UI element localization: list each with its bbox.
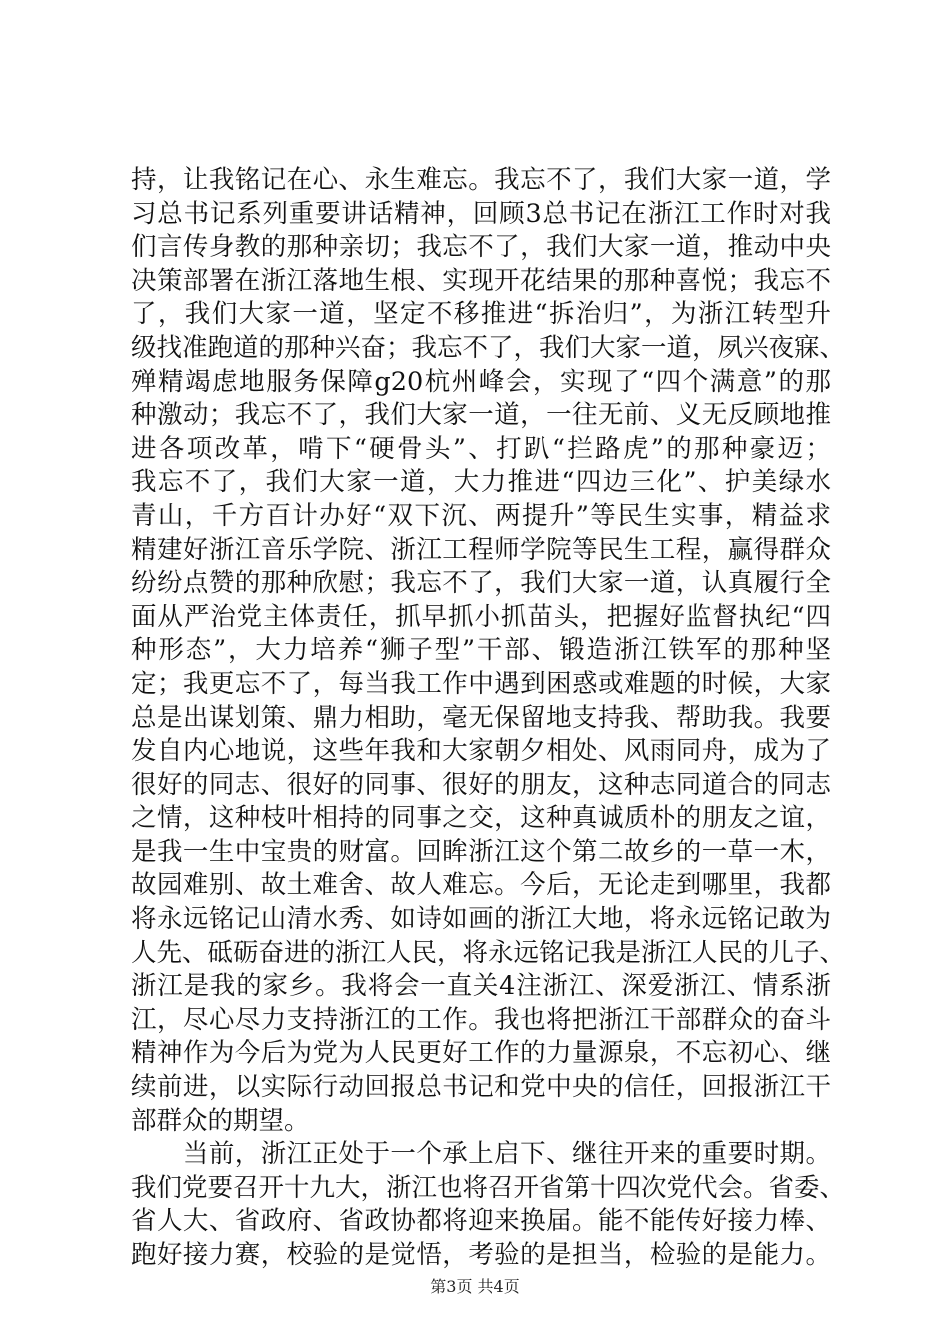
text-line: 部群众的期望。 [131,1105,310,1136]
text-line: 种激动；我忘不了，我们大家一道，一往无前、义无反顾地推 [131,400,831,431]
text-line: 浙江是我的家乡。我将会一直关4注浙江、深爱浙江、情系浙 [131,971,831,1002]
text-line: 定；我更忘不了，每当我工作中遇到困惑或难题的时候，大家 [131,668,831,699]
text-line: 省人大、省政府、省政协都将迎来换届。能不能传好接力棒、 [131,1206,831,1237]
text-line: 纷纷点赞的那种欣慰；我忘不了，我们大家一道，认真履行全 [131,568,831,599]
text-line: 我忘不了，我们大家一道，大力推进“四边三化”、护美绿水 [131,467,831,498]
text-line: 是我一生中宝贵的财富。回眸浙江这个第二故乡的一草一木， [131,836,831,867]
text-line: 续前进，以实际行动回报总书记和党中央的信任，回报浙江干 [131,1072,831,1103]
text-line: 总是出谋划策、鼎力相助，毫无保留地支持我、帮助我。我要 [131,702,831,733]
text-line: 青山，千方百计办好“双下沉、两提升”等民生实事，精益求 [131,500,831,531]
text-line: 们言传身教的那种亲切；我忘不了，我们大家一道，推动中央 [131,232,831,263]
text-line: 当前，浙江正处于一个承上启下、继往开来的重要时期。 [131,1139,831,1170]
text-line: 故园难别、故土难舍、故人难忘。今后，无论走到哪里，我都 [131,870,831,901]
text-line: 我们党要召开十九大，浙江也将召开省第十四次党代会。省委、 [131,1172,846,1203]
text-line: 发自内心地说，这些年我和大家朝夕相处、风雨同舟，成为了 [131,736,831,767]
text-line: 决策部署在浙江落地生根、实现开花结果的那种喜悦；我忘不 [131,265,831,296]
body-text [131,164,846,1273]
text-line: 种形态”，大力培养“狮子型”干部、锻造浙江铁军的那种坚 [131,635,831,666]
text-line: 习总书记系列重要讲话精神，回顾3总书记在浙江工作时对我 [131,198,831,229]
text-line: 面从严治党主体责任，抓早抓小抓苗头，把握好监督执纪“四 [131,601,831,632]
text-line: 殚精竭虑地服务保障g20杭州峰会，实现了“四个满意”的那 [131,366,831,397]
text-line: 级找准跑道的那种兴奋；我忘不了，我们大家一道，夙兴夜寐、 [131,332,846,363]
text-line: 了，我们大家一道，坚定不移推进“拆治归”，为浙江转型升 [131,299,831,330]
text-line: 跑好接力赛，校验的是觉悟，考验的是担当，检验的是能力。 [131,1240,831,1270]
text-line: 很好的同志、很好的同事、很好的朋友，这种志同道合的同志 [131,769,831,800]
text-line: 江，尽心尽力支持浙江的工作。我也将把浙江干部群众的奋斗 [131,1004,831,1035]
text-line: 持，让我铭记在心、永生难忘。我忘不了，我们大家一道，学 [131,165,831,195]
text-line: 人先、砥砺奋进的浙江人民，将永远铭记我是浙江人民的儿子、 [131,937,846,968]
text-line: 进各项改革，啃下“硬骨头”、打趴“拦路虎”的那种豪迈； [131,433,831,464]
text-line: 将永远铭记山清水秀、如诗如画的浙江大地，将永远铭记敢为 [131,904,831,935]
text-line: 精建好浙江音乐学院、浙江工程师学院等民生工程，赢得群众 [131,534,831,565]
text-line: 之情，这种枝叶相持的同事之交，这种真诚质朴的朋友之谊， [131,803,831,834]
page-number-footer: 第3页 共4页 [430,1277,520,1296]
text-line: 精神作为今后为党为人民更好工作的力量源泉，不忘初心、继 [131,1038,831,1069]
